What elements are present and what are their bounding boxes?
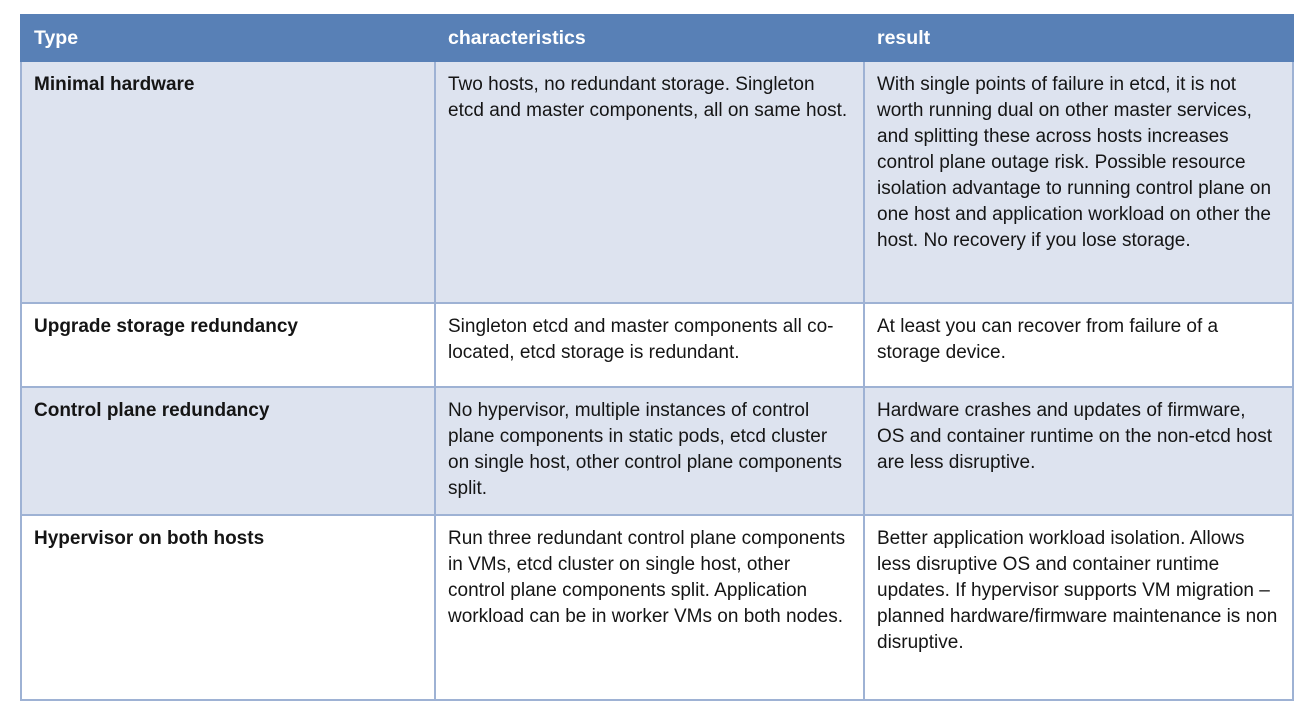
header-row xyxy=(21,15,1293,61)
table-row xyxy=(21,303,1293,387)
column-header-result: result xyxy=(864,15,1293,61)
cell-result: With single points of failure in etcd, it is not worth running dual on other master services, and splitting these across hosts increases control plane outage risk. Possible resource isolation advantage to running control plane on one host and application workload on other the host. No recovery if you lose storage. xyxy=(864,61,1293,303)
cell-result: Better application workload isolation. Allows less disruptive OS and container runtime updates. If hypervisor supports VM migration – planned hardware/firmware maintenance is non disruptive. xyxy=(864,515,1293,700)
cell-result: Hardware crashes and updates of firmware, OS and container runtime on the non-etcd host are less disruptive. xyxy=(864,387,1293,515)
cell-characteristics: Two hosts, no redundant storage. Singleton etcd and master components, all on same host. xyxy=(435,61,864,303)
column-header-characteristics: characteristics xyxy=(435,15,864,61)
table-header xyxy=(21,15,1293,61)
cell-characteristics: Run three redundant control plane components in VMs, etcd cluster on single host, other control plane components split. Application workload can be in worker VMs on both nodes. xyxy=(435,515,864,700)
cell-type: Control plane redundancy xyxy=(21,387,435,515)
cell-type: Minimal hardware xyxy=(21,61,435,303)
table-row xyxy=(21,515,1293,700)
column-header-type: Type xyxy=(21,15,435,61)
comparison-table xyxy=(20,14,1294,701)
cell-characteristics: Singleton etcd and master components all co-located, etcd storage is redundant. xyxy=(435,303,864,387)
cell-characteristics: No hypervisor, multiple instances of control plane components in static pods, etcd cluster on single host, other control plane components split. xyxy=(435,387,864,515)
cell-type: Upgrade storage redundancy xyxy=(21,303,435,387)
table-body xyxy=(21,61,1293,700)
table-row xyxy=(21,61,1293,303)
table-row xyxy=(21,387,1293,515)
cell-type: Hypervisor on both hosts xyxy=(21,515,435,700)
cell-result: At least you can recover from failure of a storage device. xyxy=(864,303,1293,387)
